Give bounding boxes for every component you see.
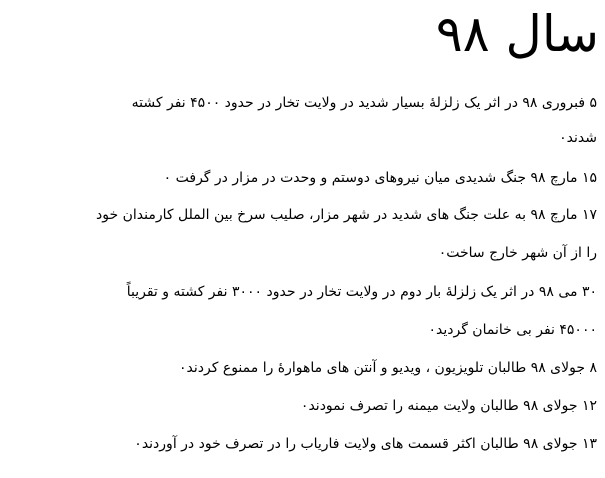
page-title: سال ۹۸ (435, 5, 599, 63)
text-line: ۴۵۰۰۰ نفر بی خانمان گردید٠ (428, 322, 597, 338)
text-line: ۱۳ جولای ۹۸ طالبان اکثر قسمت های ولایت فاریاب را در تصرف خود در آوردند٠ (134, 436, 597, 452)
text-line: ۱۷ مارچ ۹۸ به علت جنگ های شدید در شهر مزار، صلیب سرخ بین الملل کارمندان خود (96, 207, 597, 223)
text-line: ۱۵ مارچ ۹۸ جنگ شدیدی میان نیروهای دوستم و وحدت در مزار در گرفت ٠ (163, 170, 597, 186)
text-line: ۳۰ می ۹۸ در اثر یک زلزلهٔ بار دوم در ولایت تخار در حدود ۳۰۰۰ نفر کشته و تقریباً (126, 284, 597, 300)
text-line: را از آن شهر خارج ساخت٠ (438, 245, 597, 261)
text-line: ۱۲ جولای ۹۸ طالبان ولایت میمنه را تصرف نمودند٠ (300, 398, 597, 414)
text-line: شدند٠ (559, 130, 597, 146)
text-line: ۸ جولای ۹۸ طالبان تلویزیون ، ویدیو و آنتن های ماهوارهٔ را ممنوع کردند٠ (178, 360, 597, 376)
text-line: ۵ فبروری ۹۸ در اثر یک زلزلهٔ بسیار شدید در ولایت تخار در حدود ۴۵۰۰ نفر کشته (131, 95, 597, 111)
